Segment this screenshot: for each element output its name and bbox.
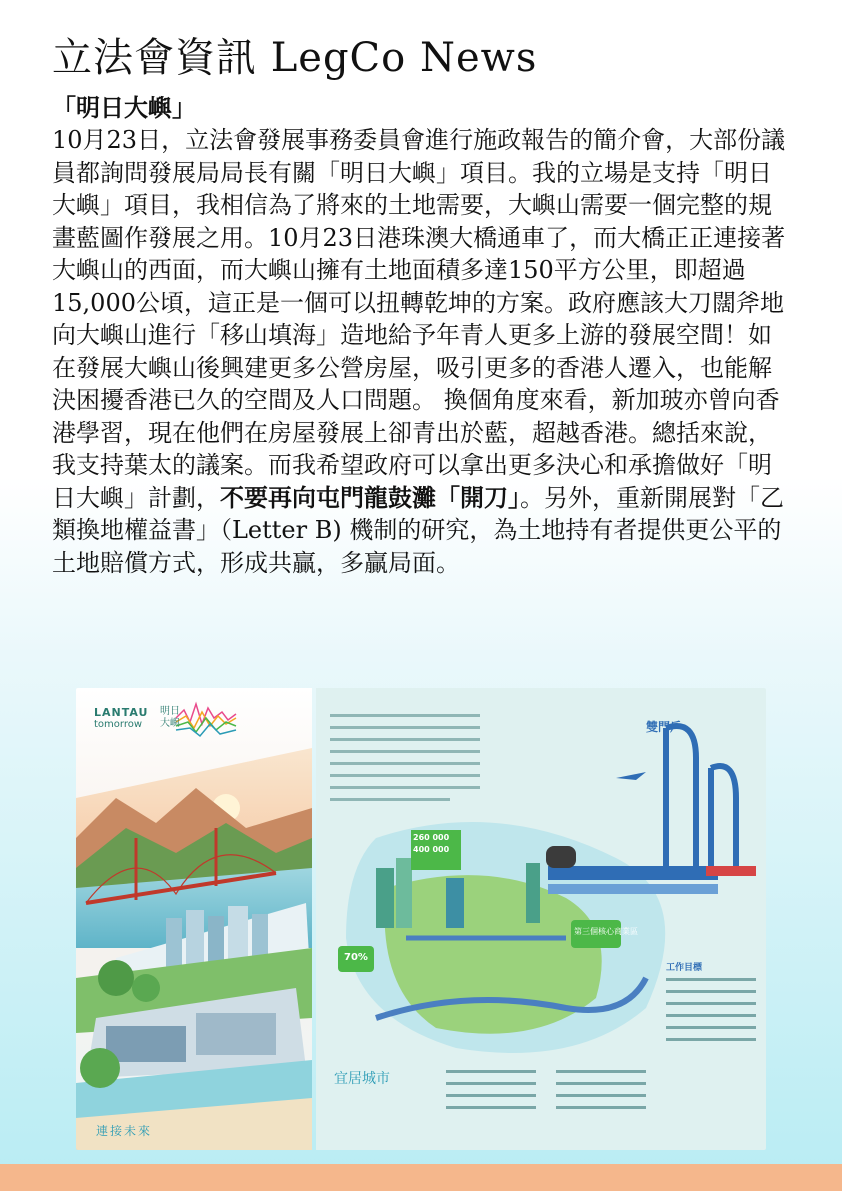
lantau-tomorrow-brochure-image — [76, 688, 766, 1150]
work-goals-label: 工作目標 — [666, 963, 703, 973]
liveable-city-label: 宜居城市 — [334, 1071, 390, 1087]
stat-population-1: 260 000 — [413, 833, 450, 842]
stat-percent: 70% — [344, 952, 368, 963]
brochure-infographic — [316, 688, 766, 1150]
page-title: 立法會資訊 LegCo News — [52, 35, 538, 81]
logo-subtext: tomorrow — [94, 719, 143, 730]
logo-chinese: 明日 大嶼 — [160, 706, 180, 729]
cover-illustration — [76, 688, 312, 1150]
brochure-cover — [76, 688, 312, 1150]
article-subtitle: 「明日大嶼」 — [52, 94, 196, 122]
cover-tagline: 連接未來 — [96, 1124, 153, 1138]
stat-population-2: 400 000 — [413, 845, 450, 854]
article-body — [52, 124, 792, 579]
gateway-label: 雙門戶 — [646, 720, 683, 734]
article-text-part-1: 10月23日，立法會發展事務委員會進行施政報告的簡介會，大部份議員都詢問發展局局長有關「明日大嶼」項目。我的立場是支持「明日大嶼」項目，我相信為了將來的土地需要，大嶼山需要一個完整的規畫藍圖作發展之用。10月23日港珠澳大橋通車了，而大橋正正連接著大嶼山的西面，而大嶼山擁有土地面積多達150平方公里，即超過15,000公頃，這正是一個可以扭轉乾坤的方案。政府應該大刀闊斧地向大嶼山進行「移山填海」造地給予年青人更多上游的發展空間！如在發展大嶼山後興建更多公營房屋，吸引更多的香港人遷入，也能解決困擾香港已久的空間及人口問題。 換個角度來看，新加玻亦曾向香港學習，現在他們在房屋發展上卻青出於藍，超越香港。總括來說，我支持葉太的議案。而我希望政府可以拿出更多決心和承擔做好「明日大嶼」計劃， — [52, 126, 786, 512]
cbd-label: 第三個核心商業區 — [574, 927, 638, 936]
article-bold-text: 不要再向屯門龍鼓灘「開刀」 — [220, 483, 520, 512]
logo-text: LANTAU — [94, 706, 149, 719]
footer-bar — [0, 1164, 842, 1191]
article-text-part-2: 。另外，重新開展對「乙類換地權益書」（Letter B) 機制的研究，為土地持有者提供更公平的土地賠償方式，形成共贏，多贏局面。 — [52, 483, 784, 577]
